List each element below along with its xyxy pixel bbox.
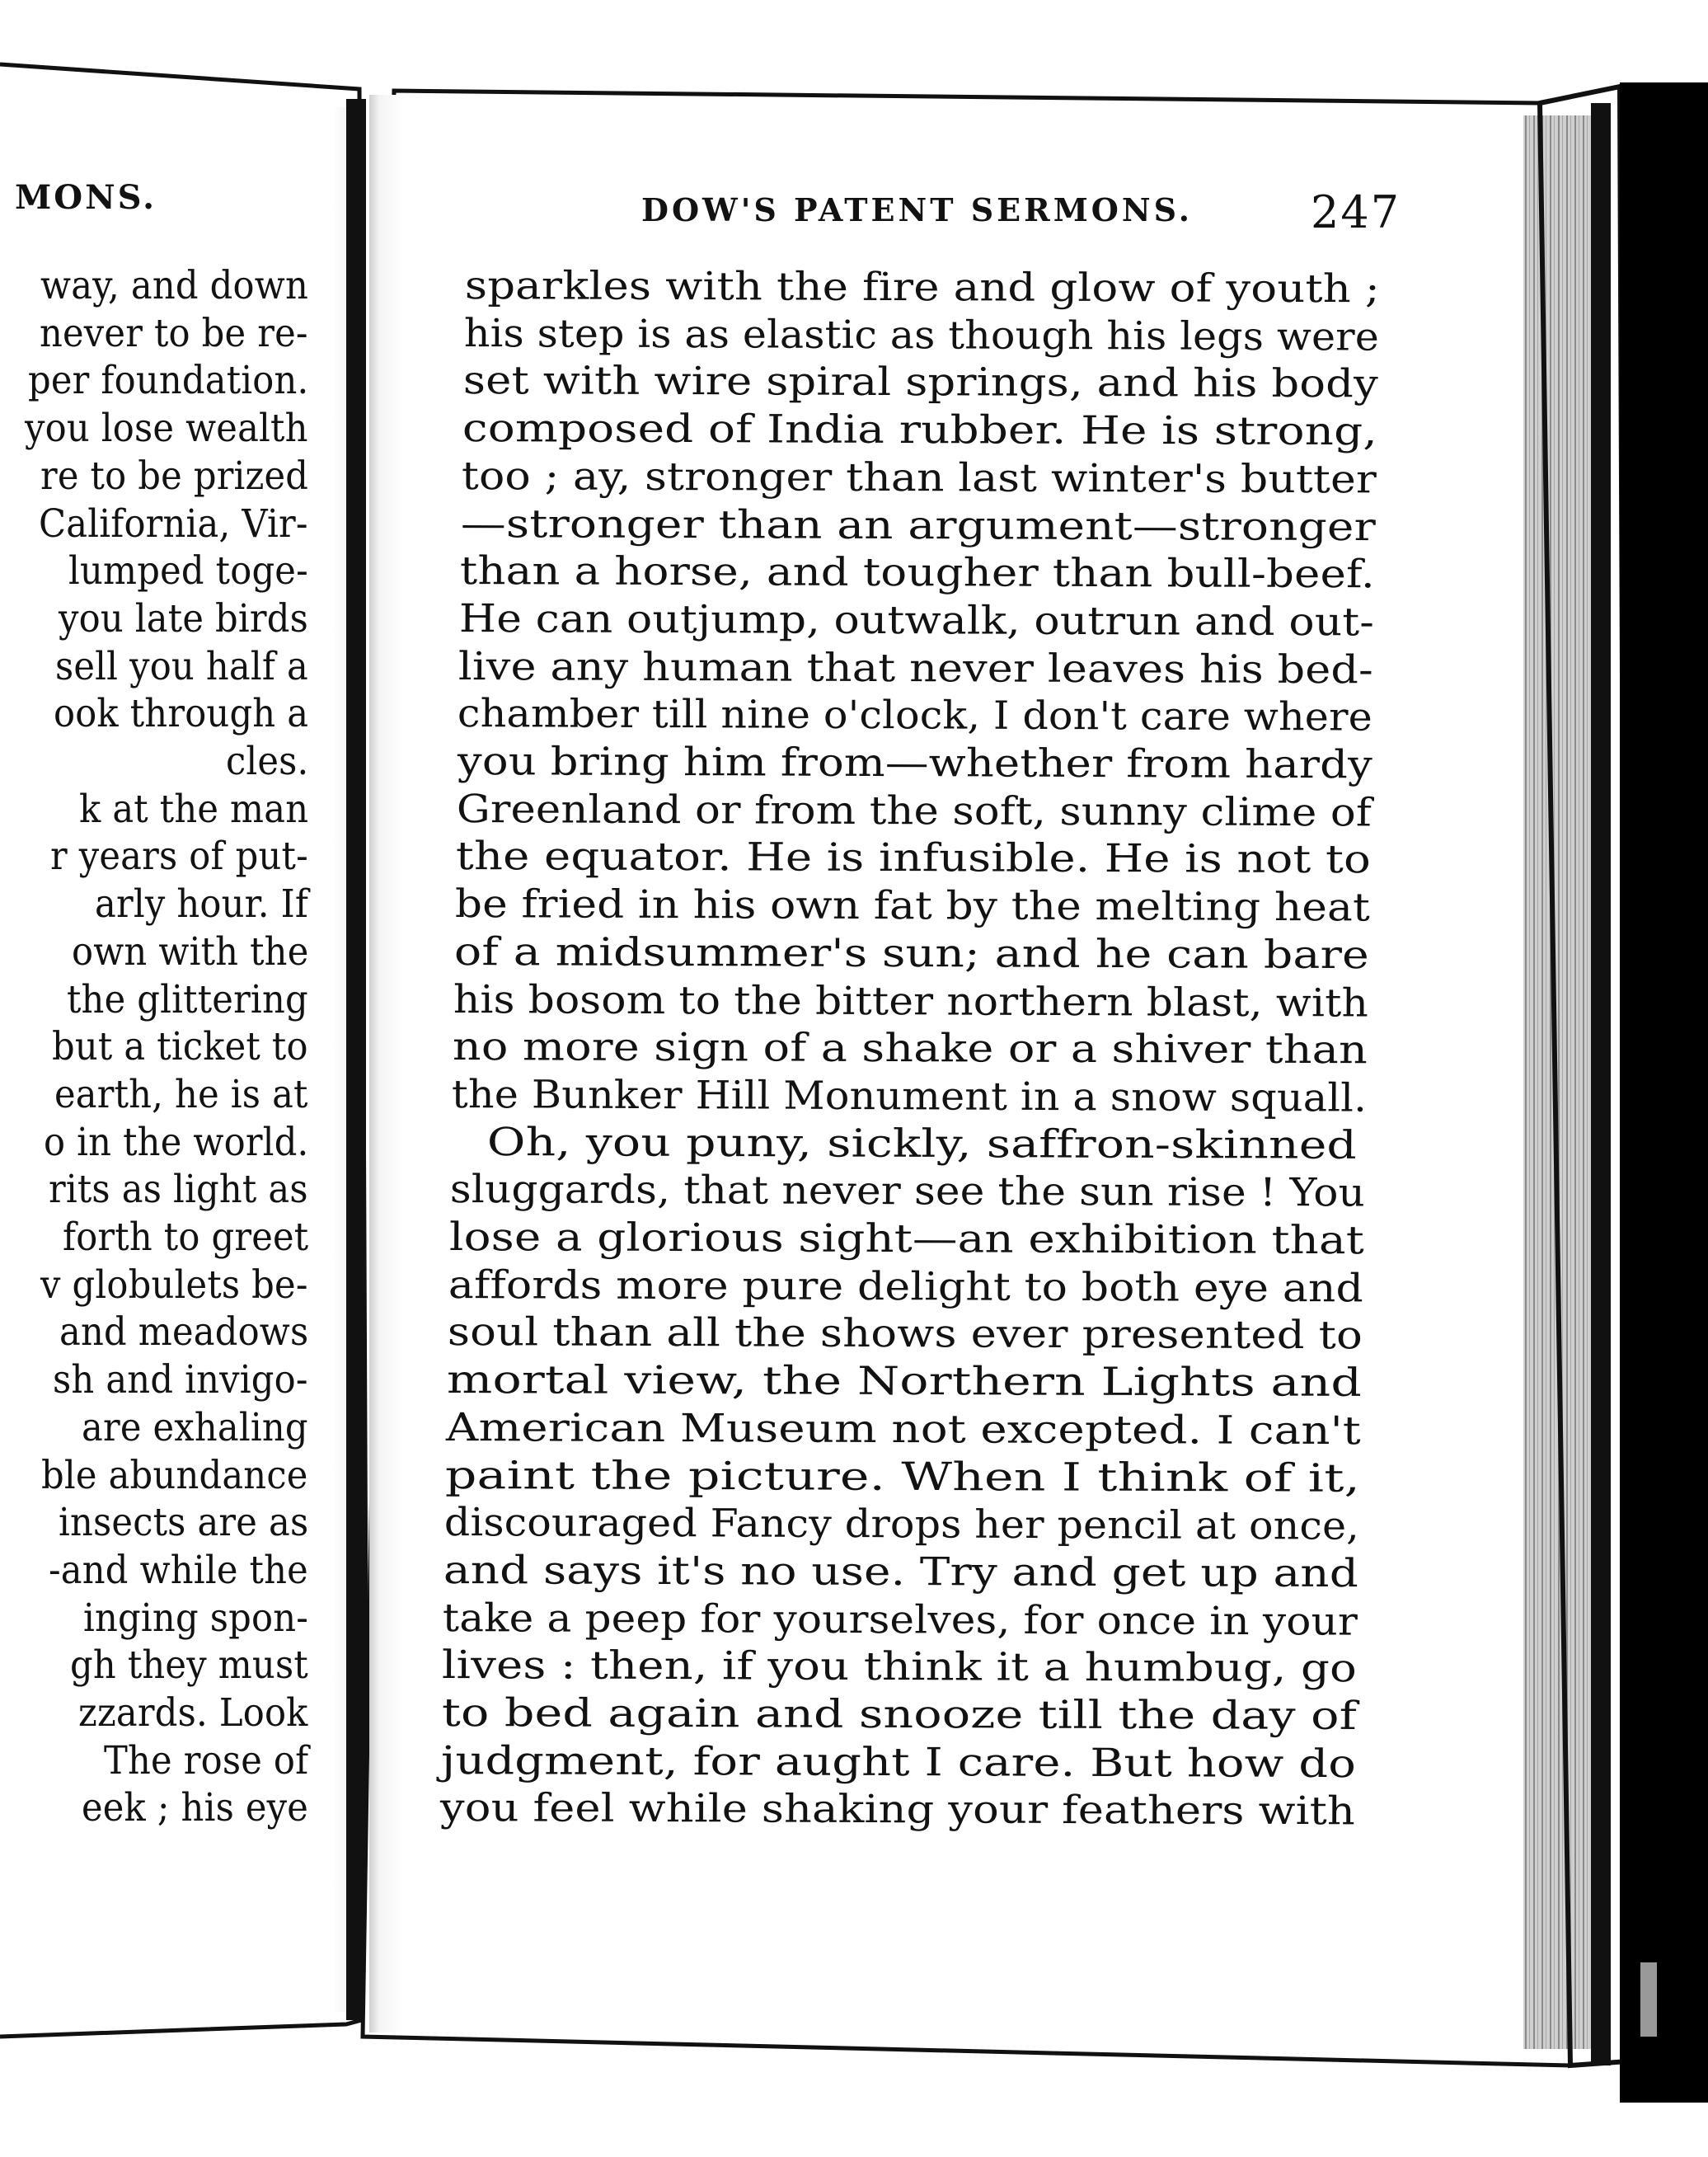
text-line: o in the world. (43, 1119, 308, 1165)
text-line: insects are as (58, 1500, 308, 1546)
text-line: k at the man (78, 786, 308, 832)
text-line: per foundation. (27, 358, 308, 404)
text-line: live any human that never leaves his bed- (458, 643, 1374, 693)
text-line: v globulets be- (40, 1262, 308, 1308)
text-line: his step is as elastic as though his legs were (463, 310, 1380, 360)
text-line: set with wire spiral springs, and his body (462, 358, 1379, 407)
text-line: American Museum not excepted. I can't (446, 1404, 1362, 1454)
text-line: discouraged Fancy drops her pencil at once, (444, 1500, 1360, 1549)
text-line: of a midsummer's sun; and he can bare (453, 928, 1369, 978)
text-line: chamber till nine o'clock, I don't care where (458, 691, 1373, 740)
text-line: you feel while shaking your feathers with (439, 1785, 1355, 1835)
text-line: be fried in his own fat by the melting heat (454, 881, 1370, 931)
text-line: Greenland or from the soft, sunny clime of (456, 786, 1372, 836)
text-line: eek ; his eye (81, 1785, 308, 1831)
text-line: the Bunker Hill Monument in a snow squall. (451, 1071, 1367, 1121)
text-line: way, and down (40, 263, 308, 308)
text-line: sell you half a (55, 643, 308, 689)
text-line: He can outjump, outwalk, outrun and out- (459, 595, 1375, 646)
text-line: own with the (71, 928, 308, 975)
text-line: but a ticket to (52, 1024, 308, 1070)
text-line: rits as light as (49, 1167, 308, 1213)
text-line: California, Vir- (39, 500, 308, 547)
text-line: affords more pure delight to both eye and (448, 1262, 1364, 1312)
text-line: -and while the (49, 1547, 308, 1593)
text-line: lives : then, if you think it a humbug, go (442, 1642, 1358, 1692)
text-line: are exhaling (82, 1404, 308, 1450)
text-line: never to be re- (40, 310, 308, 356)
text-line: you lose wealth (25, 406, 308, 452)
text-line: too ; ay, stronger than last winter's butter (462, 453, 1377, 503)
text-line: the equator. He is infusible. He is not to (455, 834, 1371, 883)
text-line: —stronger than an argument—stronger (461, 500, 1377, 550)
text-line: mortal view, the Northern Lights and (446, 1357, 1363, 1406)
text-line: take a peep for yourselves, for once in your (443, 1595, 1358, 1645)
text-line: composed of India rubber. He is strong, (462, 406, 1378, 455)
text-line: re to be prized (40, 453, 308, 499)
text-line: arly hour. If (94, 881, 308, 928)
right-running-head: DOW'S PATENT SERMONS. (641, 191, 1193, 228)
text-line: lumped toge- (68, 548, 308, 594)
text-line: and says it's no use. Try and get up and (443, 1547, 1359, 1597)
page-number: 247 (1311, 186, 1401, 238)
text-line: ble abundance (41, 1452, 308, 1498)
text-line: no more sign of a shake or a shiver than (452, 1024, 1368, 1074)
text-line: gh they must (70, 1642, 308, 1689)
text-line: sparkles with the fire and glow of youth ; (464, 263, 1381, 313)
text-line: earth, he is at (54, 1071, 308, 1117)
text-line: soul than all the shows ever presented to (447, 1309, 1363, 1359)
text-line: lose a glorious sight—an exhibition that (448, 1215, 1365, 1264)
text-line: you late birds (58, 595, 308, 641)
text-line: than a horse, and tougher than bull-beef. (460, 548, 1376, 598)
text-line: Oh, you puny, sickly, saffron-skinned (486, 1119, 1358, 1168)
text-line: and meadows (59, 1309, 308, 1356)
text-line: the glittering (67, 976, 308, 1022)
text-line: zzards. Look (78, 1690, 308, 1736)
text-line: inging spon- (82, 1595, 308, 1641)
left-running-head: MONS. (15, 178, 157, 217)
text-line: The rose of (103, 1737, 308, 1783)
text-line: judgment, for aught I care. But how do (440, 1737, 1356, 1787)
text-line: ook through a (53, 691, 308, 737)
text-line: to bed again and snooze till the day of (441, 1690, 1357, 1740)
text-line: sluggards, that never see the sun rise ! You (449, 1167, 1366, 1216)
text-line: you bring him from—whether from hardy (457, 739, 1372, 788)
text-line: forth to greet (62, 1215, 308, 1260)
text-line: cles. (225, 739, 308, 784)
text-line: sh and invigo- (53, 1357, 308, 1403)
text-line: r years of put- (50, 834, 308, 880)
text-line: paint the picture. When I think of it, (445, 1452, 1361, 1501)
text-line: his bosom to the bitter northern blast, with (453, 976, 1368, 1027)
